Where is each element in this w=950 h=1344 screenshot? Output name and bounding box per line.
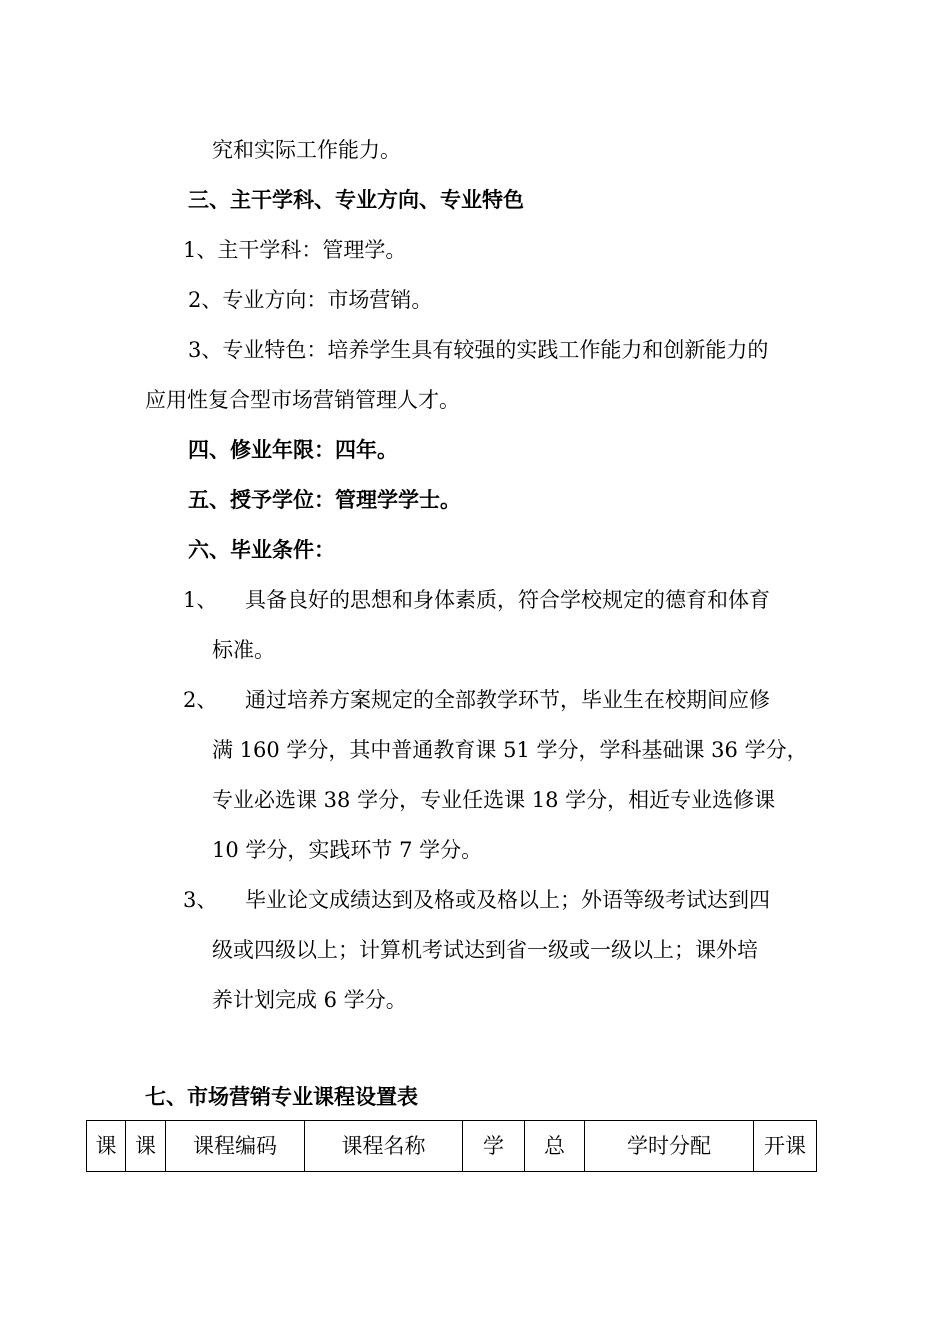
condition-line: 10 学分，实践环节 7 学分。: [212, 838, 483, 862]
condition-line: 通过培养方案规定的全部教学环节，毕业生在校期间应修: [245, 688, 770, 712]
course-table: [86, 1120, 817, 1172]
condition-line: 专业必选课 38 学分，专业任选课 18 学分，相近专业选修课: [212, 788, 776, 812]
condition-number: 3、: [183, 888, 218, 912]
condition-line: 具备良好的思想和身体素质，符合学校规定的德育和体育: [245, 588, 770, 612]
section-heading-3: 三、主干学科、专业方向、专业特色: [188, 187, 524, 212]
condition-number: 2、: [183, 688, 218, 712]
subsection-direction: 2、专业方向：市场营销。: [188, 288, 433, 312]
condition-line: 标准。: [212, 638, 275, 662]
condition-line: 养计划完成 6 学分。: [212, 988, 407, 1012]
table-header-row: [87, 1121, 817, 1172]
subsection-discipline: 1、主干学科：管理学。: [183, 238, 407, 262]
condition-line: 满 160 学分，其中普通教育课 51 学分，学科基础课 36 学分，: [212, 738, 808, 762]
header-cell: 开课: [754, 1121, 817, 1172]
condition-number: 1、: [183, 588, 218, 612]
header-cell: 总: [525, 1121, 585, 1172]
header-cell: 课: [87, 1121, 126, 1172]
header-cell: 课: [126, 1121, 166, 1172]
paragraph-continuation: 究和实际工作能力。: [212, 138, 401, 162]
subsection-feature-line2: 应用性复合型市场营销管理人才。: [145, 388, 460, 412]
header-cell: 课程编码: [166, 1121, 305, 1172]
subsection-feature-line1: 3、专业特色：培养学生具有较强的实践工作能力和创新能力的: [188, 338, 769, 362]
condition-line: 毕业论文成绩达到及格或及格以上；外语等级考试达到四: [245, 888, 770, 912]
section-heading-5: 五、授予学位：管理学学士。: [188, 487, 461, 512]
section-heading-6: 六、毕业条件：: [188, 537, 335, 562]
header-cell: 课程名称: [305, 1121, 463, 1172]
section-heading-4: 四、修业年限：四年。: [188, 437, 398, 462]
header-cell: 学: [463, 1121, 525, 1172]
condition-line: 级或四级以上；计算机考试达到省一级或一级以上；课外培: [212, 938, 758, 962]
table-title: 七、市场营销专业课程设置表: [145, 1084, 418, 1109]
header-cell: 学时分配: [585, 1121, 754, 1172]
